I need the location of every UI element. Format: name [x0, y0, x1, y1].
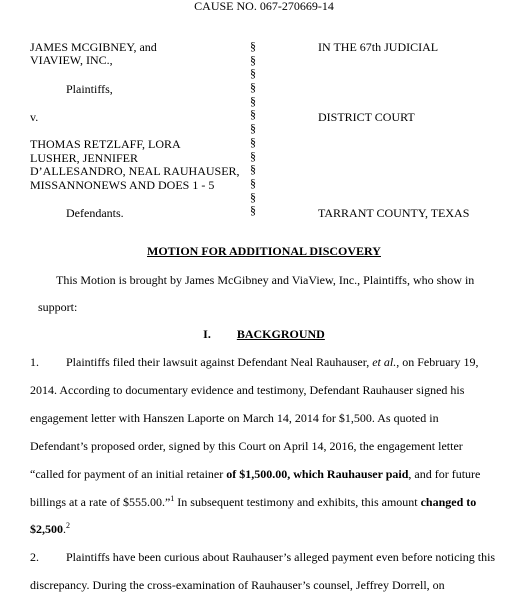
paragraph-1-line3: engagement letter with Hanszen Laporte on March 14, 2014 for $1,500. As quoted in: [30, 411, 439, 425]
paragraph-1-line4: Defendant’s proposed order, signed by this Court on April 14, 2016, the engagement letter: [30, 439, 463, 453]
section-symbol: §: [250, 134, 256, 149]
intro-line1: This Motion is brought by James McGibney and ViaView, Inc., Plaintiffs, who show in: [56, 273, 475, 287]
paragraph-1-number: 1.: [30, 355, 39, 369]
section-symbol: §: [250, 52, 256, 67]
defendant-names-line4: MISSANNONEWS AND DOES 1 - 5: [30, 178, 215, 192]
paragraph-2-number: 2.: [30, 550, 39, 564]
defendant-names-line1: THOMAS RETZLAFF, LORA: [30, 137, 181, 151]
court-name-line2: DISTRICT COURT: [318, 110, 415, 124]
plaintiff-name-line1: JAMES MCGIBNEY, and: [30, 40, 157, 54]
plaintiffs-label: Plaintiffs,: [66, 82, 113, 96]
section-symbol: §: [250, 175, 256, 190]
paragraph-2-line2: discrepancy. During the cross-examination of Rauhauser’s counsel, Jeffrey Dorrell, on: [30, 578, 445, 592]
footnote-ref-1[interactable]: 1: [170, 494, 175, 503]
section-number: I.: [203, 327, 211, 341]
paragraph-1-line7: $2,500.$^2$: [30, 521, 70, 536]
section-heading: [0, 327, 528, 341]
section-symbol: §: [250, 121, 256, 136]
section-symbol: §: [250, 107, 256, 122]
paragraph-1-line1: Plaintiffs filed their lawsuit against Defendant Neal Rauhauser, et al., on February 19,: [66, 355, 479, 369]
defendants-label: Defendants.: [66, 206, 124, 220]
section-symbol-column: [246, 39, 260, 217]
section-symbol: §: [250, 66, 256, 81]
versus-label: v.: [30, 110, 39, 124]
plaintiff-name-line2: VIAVIEW, INC.,: [30, 53, 113, 67]
section-symbol: §: [250, 148, 256, 163]
paragraph-1-line6: billings at a rate of $555.00.”$^1$ In subsequent testimony and exhibits, this amount changed to: [30, 494, 477, 509]
document-title: MOTION FOR ADDITIONAL DISCOVERY: [147, 244, 381, 258]
section-symbol: §: [250, 80, 256, 95]
section-symbol: §: [250, 39, 256, 53]
section-symbol: §: [250, 189, 256, 204]
cause-number: CAUSE NO. 067-270669-14: [194, 0, 334, 13]
section-title: BACKGROUND: [236, 327, 325, 341]
section-symbol: §: [250, 93, 256, 108]
paragraph-2-line1: Plaintiffs have been curious about Rauhauser’s alleged payment even before noticing this: [66, 550, 496, 564]
section-symbol: §: [250, 162, 256, 177]
section-symbol: §: [250, 203, 256, 218]
paragraph-1-line2: 2014. According to documentary evidence and testimony, Defendant Rauhauser signed his: [30, 383, 465, 397]
defendant-names-line3: D’ALLESANDRO, NEAL RAUHAUSER,: [30, 164, 240, 178]
intro-line2: support:: [38, 300, 78, 314]
footnote-ref-2[interactable]: 2: [66, 521, 70, 530]
defendant-names-line2: LUSHER, JENNIFER: [30, 151, 139, 165]
court-name-line1: IN THE 67th JUDICIAL: [318, 40, 439, 54]
paragraph-1-line5: “called for payment of an initial retainer of $1,500.00, which Rauhauser paid, and for future: [30, 467, 481, 481]
court-county: TARRANT COUNTY, TEXAS: [318, 206, 470, 220]
